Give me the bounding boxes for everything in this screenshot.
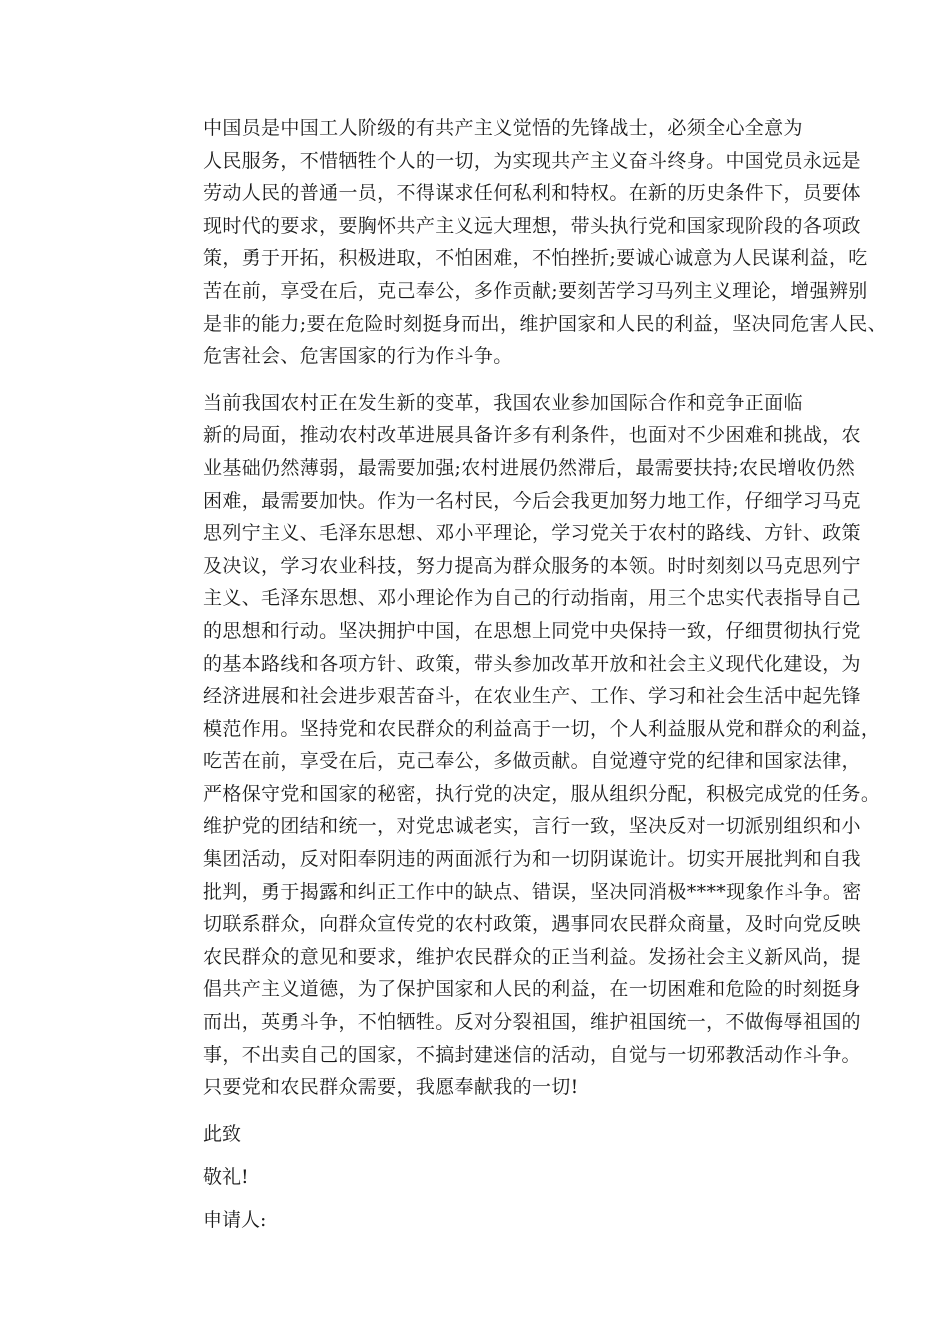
text-line: 切联系群众，向群众宣传党的农村政策，遇事同农民群众商量，及时向党反映 — [203, 913, 861, 936]
text-line: 思列宁主义、毛泽东思想、邓小平理论，学习党关于农村的路线、方针、政策 — [203, 522, 861, 545]
paragraph-1 — [146, 112, 888, 373]
closing-regards: 敬礼! — [203, 1165, 249, 1188]
text-line: 的思想和行动。坚决拥护中国，在思想上同党中央保持一致，仔细贯彻执行党 — [203, 619, 861, 642]
text-line: 模范作用。坚持党和农民群众的利益高于一切，个人利益服从党和群众的利益， — [203, 717, 881, 740]
text-line: 维护党的团结和统一，对党忠诚老实，言行一致，坚决反对一切派别组织和小 — [203, 815, 861, 838]
paragraph-2 — [146, 387, 881, 1104]
text-line: 农民群众的意见和要求，维护农民群众的正当利益。发扬社会主义新风尚，提 — [203, 945, 861, 968]
text-line: 当前我国农村正在发生新的变革，我国农业参加国际合作和竞争正面临 — [203, 391, 803, 414]
text-line: 批判，勇于揭露和纠正工作中的缺点、错误，坚决同消极****现象作斗争。密 — [203, 880, 862, 903]
text-line: 及决议，学习农业科技，努力提高为群众服务的本领。时时刻刻以马克思列宁 — [203, 554, 861, 577]
closing-salutation: 此致 — [203, 1122, 242, 1145]
text-line: 集团活动，反对阳奉阴违的两面派行为和一切阴谋诡计。切实开展批判和自我 — [203, 848, 861, 871]
applicant-signature-label: 申请人: — [203, 1208, 267, 1231]
text-line: 人民服务，不惜牺牲个人的一切，为实现共产主义奋斗终身。中国党员永远是 — [203, 149, 861, 172]
text-line: 新的局面，推动农村改革进展具备许多有利条件，也面对不少困难和挑战，农 — [203, 424, 861, 447]
text-line: 严格保守党和国家的秘密，执行党的决定，服从组织分配，积极完成党的任务。 — [203, 782, 881, 805]
text-line: 的基本路线和各项方针、政策，带头参加改革开放和社会主义现代化建设，为 — [203, 652, 861, 675]
text-line: 现时代的要求，要胸怀共产主义远大理想，带头执行党和国家现阶段的各项政 — [203, 214, 861, 237]
text-line: 只要党和农民群众需要，我愿奉献我的一切! — [203, 1076, 579, 1099]
text-line: 是非的能力;要在危险时刻挺身而出，维护国家和人民的利益，坚决同危害人民、 — [203, 312, 888, 335]
text-line: 事，不出卖自己的国家，不搞封建迷信的活动，自觉与一切邪教活动作斗争。 — [203, 1043, 861, 1066]
document-page — [146, 112, 888, 1236]
text-line: 经济进展和社会进步艰苦奋斗，在农业生产、工作、学习和社会生活中起先锋 — [203, 685, 861, 708]
text-line: 困难，最需要加快。作为一名村民，今后会我更加努力地工作，仔细学习马克 — [203, 489, 861, 512]
text-line: 吃苦在前，享受在后，克己奉公，多做贡献。自觉遵守党的纪律和国家法律， — [203, 750, 861, 773]
text-line: 倡共产主义道德，为了保护国家和人民的利益，在一切困难和危险的时刻挺身 — [203, 978, 861, 1001]
text-line: 主义、毛泽东思想、邓小理论作为自己的行动指南，用三个忠实代表指导自己 — [203, 587, 861, 610]
text-line: 苦在前，享受在后，克己奉公，多作贡献;要刻苦学习马列主义理论，增强辨别 — [203, 279, 868, 302]
text-line: 而出，英勇斗争，不怕牺牲。反对分裂祖国，维护祖国统一，不做侮辱祖国的 — [203, 1011, 861, 1034]
text-line: 劳动人民的普通一员，不得谋求任何私利和特权。在新的历史条件下，员要体 — [203, 182, 861, 205]
text-line: 策，勇于开拓，积极进取，不怕困难，不怕挫折;要诚心诚意为人民谋利益，吃 — [203, 247, 868, 270]
text-line: 危害社会、危害国家的行为作斗争。 — [203, 345, 513, 368]
text-line: 中国员是中国工人阶级的有共产主义觉悟的先锋战士，必须全心全意为 — [203, 117, 803, 139]
text-line: 业基础仍然薄弱，最需要加强;农村进展仍然滞后，最需要扶持;农民增收仍然 — [203, 456, 856, 479]
